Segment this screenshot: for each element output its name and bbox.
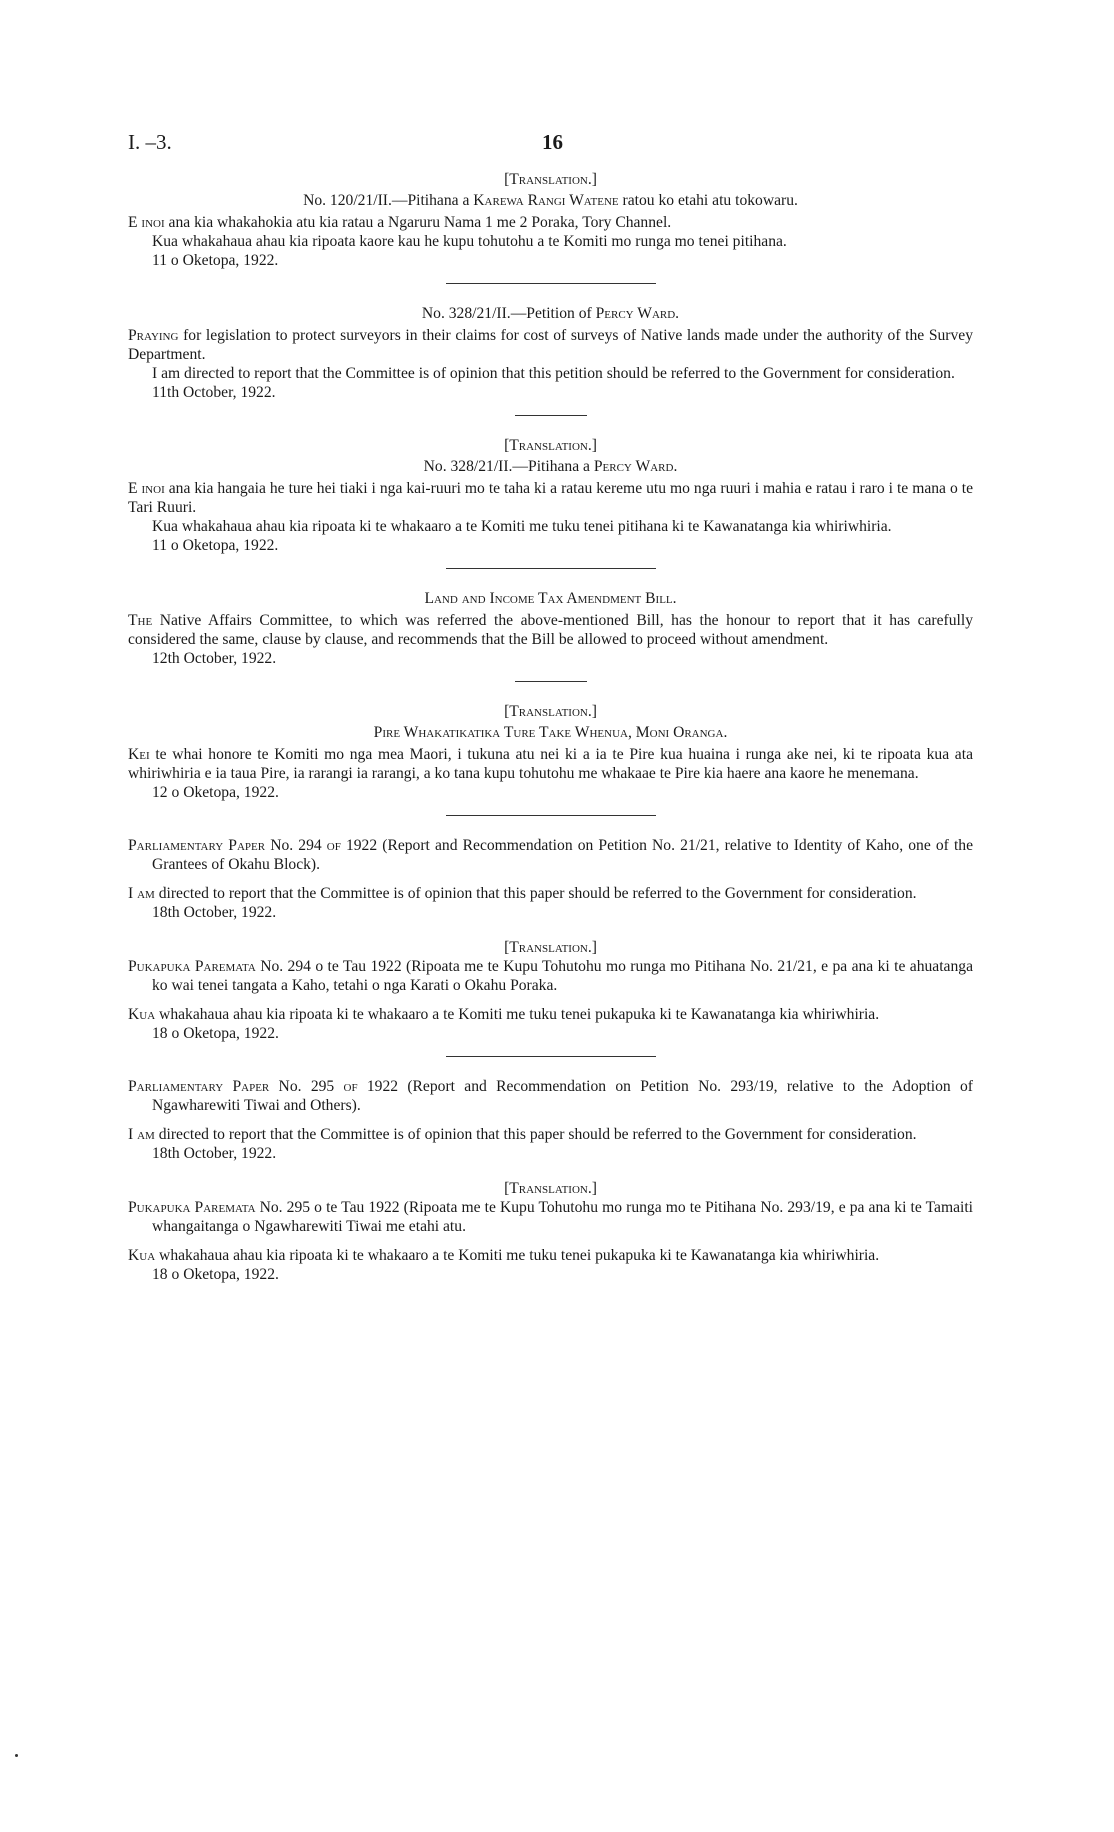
translation-divider (515, 681, 587, 682)
petitioner-name: Percy Ward (595, 305, 676, 322)
petitioner-name: Percy Ward (593, 458, 674, 475)
lead-word: I am (128, 885, 155, 902)
report-text: whakahaua ahau kia ripoata ki te whakaaro a te Komiti me tuku tenei pukapuka ki te Kawanatanga kia whiriwhiria. (155, 1006, 880, 1023)
document-body (128, 170, 973, 1284)
translation-heading: [Translation.] (504, 939, 597, 956)
paper-label: Parliamentary Paper (128, 837, 266, 854)
translation-heading: [Translation.] (504, 703, 597, 720)
print-speck (15, 1754, 18, 1757)
petition-title (128, 304, 973, 323)
section-paper-295-translation (128, 1179, 973, 1284)
committee-report (128, 1005, 973, 1024)
bill-title: Pire Whakatikatika Ture Take Whenua, Moni Oranga. (373, 724, 728, 741)
paper-label: Pukapuka Paremata (128, 1199, 256, 1216)
lead-word: Kua (128, 1247, 156, 1264)
of-word: of (343, 1078, 358, 1095)
section-petition-328-translation (128, 436, 973, 555)
title-suffix: . (673, 458, 678, 475)
report-date: 12 o Oketopa, 1922. (152, 784, 279, 801)
paper-number: No. 295 (269, 1078, 344, 1095)
translation-heading: [Translation.] (504, 171, 597, 188)
lead-word: Kei (128, 746, 150, 763)
petition-title (128, 191, 973, 210)
paper-title (128, 957, 973, 995)
title-prefix: No. 120/21/II.—Pitihana a (303, 192, 474, 209)
title-prefix: No. 328/21/II.—Petition of (421, 305, 596, 322)
section-land-income-tax-bill (128, 589, 973, 668)
paper-description: 1922 (Report and Recommendation on Petition No. 21/21, relative to Identity of Kaho, one of the Grantees of Okahu Block). (152, 837, 974, 873)
committee-report (128, 1246, 973, 1265)
prayer-text: ana kia whakahokia atu kia ratau a Ngaruru Nama 1 me 2 Poraka, Tory Channel. (164, 214, 672, 231)
section-petition-328 (128, 304, 973, 402)
lead-word: Kua (128, 1006, 156, 1023)
page-reference: I. –3. (128, 130, 172, 154)
petition-prayer (128, 479, 973, 517)
report-date: 12th October, 1922. (152, 650, 277, 667)
committee-report: Kua whakahaua ahau kia ripoata kaore kau he kupu tohutohu a te Komiti mo runga mo tenei pitihana. (152, 233, 787, 250)
petition-title (128, 457, 973, 476)
report-text: directed to report that the Committee is of opinion that this paper should be referred to the Government for consideration. (154, 1126, 917, 1143)
paper-title (128, 836, 973, 874)
report-text: directed to report that the Committee is of opinion that this paper should be referred to the Government for consideration. (154, 885, 917, 902)
lead-word: E inoi (128, 480, 165, 497)
report-date: 18th October, 1922. (152, 904, 277, 921)
report-date: 11 o Oketopa, 1922. (152, 252, 279, 269)
paper-number: No. 294 (265, 837, 327, 854)
prayer-text: for legislation to protect surveyors in their claims for cost of surveys of Native lands made under the authority of the Survey Department. (128, 327, 973, 363)
section-bill-translation (128, 702, 973, 802)
report-date: 18th October, 1922. (152, 1145, 277, 1162)
section-parliamentary-paper-294 (128, 836, 973, 922)
report-date: 18 o Oketopa, 1922. (152, 1266, 279, 1283)
report-date: 11th October, 1922. (152, 384, 276, 401)
paper-description: No. 294 o te Tau 1922 (Ripoata me te Kupu Tohutohu mo runga mo Pitihana No. 21/21, e pa ana ki te ahuatanga ko wai tenei tangata a Kaho, tetahi o nga Karati o Okahu Poraka. (152, 958, 973, 994)
title-suffix: ratou ko etahi atu tokowaru. (618, 192, 798, 209)
committee-report (128, 884, 973, 903)
paper-label: Parliamentary Paper (128, 1078, 270, 1095)
report-text: whakahaua ahau kia ripoata ki te whakaaro a te Komiti me tuku tenei pukapuka ki te Kawanatanga kia whiriwhiria. (155, 1247, 880, 1264)
committee-report (128, 611, 973, 649)
section-divider (446, 283, 656, 284)
section-paper-294-translation (128, 938, 973, 1043)
section-parliamentary-paper-295 (128, 1077, 973, 1163)
report-date: 11 o Oketopa, 1922. (152, 537, 279, 554)
section-divider (446, 1056, 656, 1057)
translation-heading: [Translation.] (504, 437, 597, 454)
paper-description: No. 295 o te Tau 1922 (Ripoata me te Kupu Tohutohu mo runga mo te Pitihana No. 293/19, e pa ana ki te Tamaiti whangaitanga o Ngawharewiti Tiwai me etahi atu. (152, 1199, 973, 1235)
lead-word: Praying (128, 327, 179, 344)
committee-report: Kua whakahaua ahau kia ripoata ki te whakaaro a te Komiti me tuku tenei pitihana ki te Kawanatanga kia whiriwhiria. (152, 518, 892, 535)
title-suffix: . (675, 305, 680, 322)
report-date: 18 o Oketopa, 1922. (152, 1025, 279, 1042)
paper-title (128, 1077, 973, 1115)
lead-word: I am (128, 1126, 155, 1143)
bill-title: Land and Income Tax Amendment Bill. (424, 590, 677, 607)
translation-divider (515, 415, 587, 416)
committee-report: I am directed to report that the Committee is of opinion that this petition should be referred to the Government for consideration. (152, 365, 955, 382)
section-petition-120-translation (128, 170, 973, 270)
petition-prayer (128, 213, 973, 232)
report-text: te whai honore te Komiti mo nga mea Maori, i tukuna atu nei ki a ia te Pire kua huaina i runga ake nei, ki te ripoata kua ata whiriwhiria e ia taua Pire, ia rarangi ia rarangi, a ko tana kupu tohutohu me whakaae te Pire kia haere ana kaore he menemana. (128, 746, 973, 782)
translation-heading: [Translation.] (504, 1180, 597, 1197)
lead-word: The (128, 612, 153, 629)
section-divider (446, 568, 656, 569)
of-word: of (326, 837, 341, 854)
lead-word: E inoi (128, 214, 165, 231)
page-number: 16 (542, 130, 563, 154)
petition-prayer (128, 326, 973, 364)
paper-title (128, 1198, 973, 1236)
paper-label: Pukapuka Paremata (128, 958, 256, 975)
committee-report (128, 745, 973, 783)
title-prefix: No. 328/21/II.—Pitihana a (423, 458, 594, 475)
report-text: Native Affairs Committee, to which was referred the above-mentioned Bill, has the honour to report that it has carefully considered the same, clause by clause, and recommends that the Bill be allowed to proceed without amendment. (128, 612, 973, 648)
committee-report (128, 1125, 973, 1144)
prayer-text: ana kia hangaia he ture hei tiaki i nga kai-ruuri mo te taha ki a ratau kereme utu mo nga ruuri i mahia e ratau i raro i te mana o te Tari Ruuri. (128, 480, 973, 516)
petitioner-name: Karewa Rangi Watene (473, 192, 619, 209)
paper-description: 1922 (Report and Recommendation on Petition No. 293/19, relative to the Adoption of Ngawharewiti Tiwai and Others). (152, 1078, 973, 1114)
section-divider (446, 815, 656, 816)
